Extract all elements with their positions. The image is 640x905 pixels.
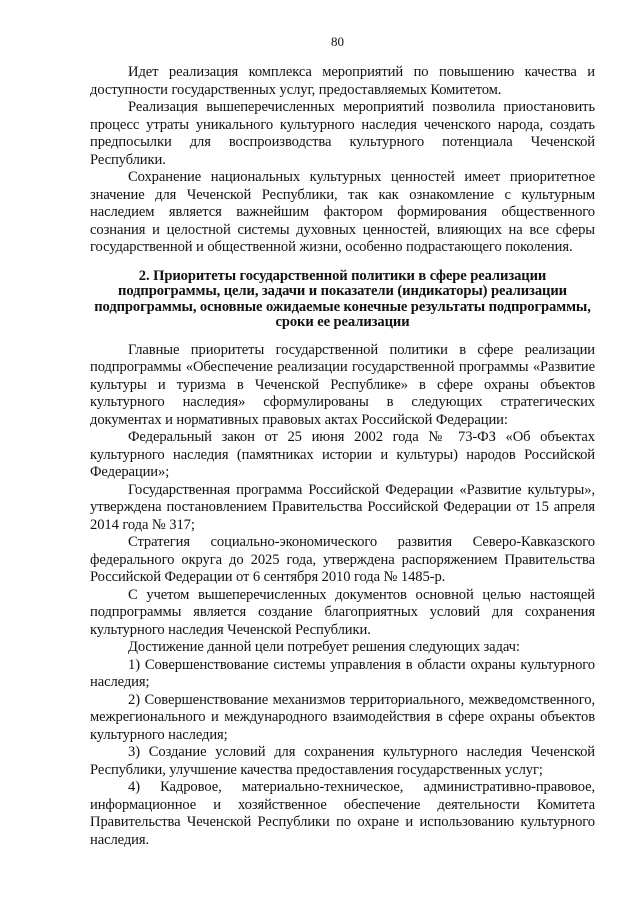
paragraph-federal-law: Федеральный закон от 25 июня 2002 года № 73-ФЗ «Об объектах культурного наследия (памятниках истории и культуры) народов Российской Федерации»; (90, 429, 595, 481)
task-item-4: 4) Кадровое, материально-техническое, административно-правовое, информационное и хозяйственное обеспечение деятельности Комитета Правительства Чеченской Республики по охране и использованию культурного наследия. (90, 779, 595, 848)
task-item-1: 1) Совершенствование системы управления в области охраны культурного наследия; (90, 656, 595, 691)
section-heading: 2. Приоритеты государственной политики в сфере реализации подпрограммы, цели, задачи и показатели (индикаторы) реализации подпрограммы, основные ожидаемые конечные результаты подпрограммы, сроки ее реализации (94, 267, 591, 331)
paragraph-state-program: Государственная программа Российской Федерации «Развитие культуры», утверждена постановлением Правительства Российской Федерации от 15 апреля 2014 года № 317; (90, 481, 595, 533)
paragraph-services: Идет реализация комплекса мероприятий по повышению качества и доступности государственных услуг, предоставляемых Комитетом. (90, 64, 595, 98)
document-page (90, 34, 595, 849)
paragraph-strategy: Стратегия социально-экономического развития Северо-Кавказского федерального округа до 2025 года, утверждена распоряжением Правительства Российской Федерации от 6 сентября 2010 года № 1485-р. (90, 534, 595, 586)
paragraph-tasks-intro: Достижение данной цели потребует решения следующих задач: (128, 639, 520, 656)
paragraph-cultural-values: Сохранение национальных культурных ценностей имеет приоритетное значение для Чеченской Республики, так как ознакомление с культурным наследием является важнейшим фактором формирования общественного сознания и целостной системы духовных ценностей, влияющих на все сферы государственной и общественной жизни, особенно подрастающего поколения. (90, 169, 595, 255)
task-item-3: 3) Создание условий для сохранения культурного наследия Чеченской Республики, улучшение качества предоставления государственных услуг; (90, 744, 595, 778)
paragraph-priorities: Главные приоритеты государственной политики в сфере реализации подпрограммы «Обеспечение реализации государственной программы «Развитие культуры и туризма в Чеченской Республике» в сфере охраны объектов культурного наследия» сформулированы в следующих стратегических документах и нормативных правовых актах Российской Федерации: (90, 341, 595, 428)
task-item-2: 2) Совершенствование механизмов территориального, межведомственного, межрегионального и международного взаимодействия в сфере охраны объектов культурного наследия; (90, 691, 595, 743)
paragraph-measures-result: Реализация вышеперечисленных мероприятий позволила приостановить процесс утраты уникального культурного наследия чеченского народа, создать предпосылки для воспроизводства культурного потенциала Чеченской Республики. (90, 99, 595, 168)
paragraph-main-goal: С учетом вышеперечисленных документов основной целью настоящей подпрограммы является создание благоприятных условий для сохранения культурного наследия Чеченской Республики. (90, 586, 595, 638)
page-number: 80 (331, 34, 344, 49)
